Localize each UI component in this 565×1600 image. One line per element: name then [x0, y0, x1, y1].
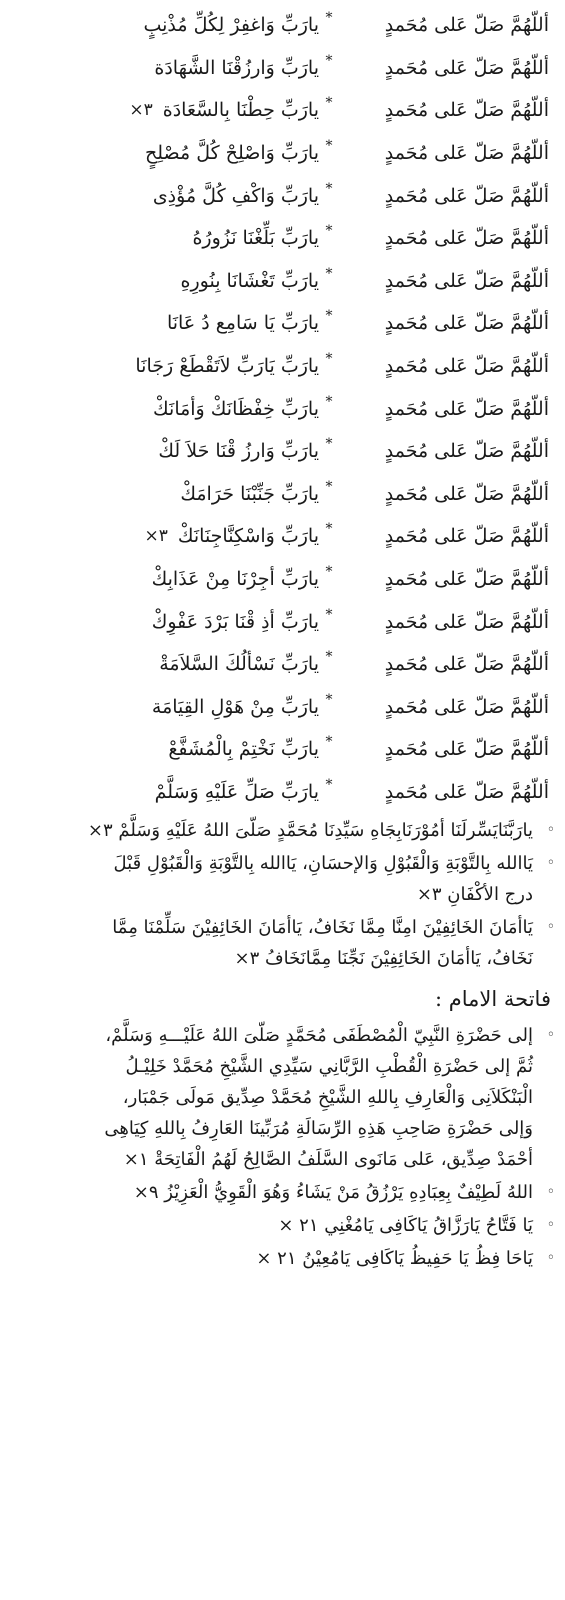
- verse-line: [8, 473, 555, 516]
- verse-first-half: أللّهُمَّ صَلّ عَلى مُحَمدٍ: [384, 56, 549, 79]
- verse-separator-asterisk: *: [325, 436, 333, 453]
- supplication-text-line: نَخَافُ، يَاأمَانَ الخَائِفِيْنَ نَجِّنَا مِمَّانَخَافُ ٣×: [234, 948, 533, 970]
- verse-first-half: أللّهُمَّ صَلّ عَلى مُحَمدٍ: [384, 99, 549, 122]
- verse-second-half: يارَبِّ أذِ قْنَا بَرْدَ عَفْوِكْ: [151, 610, 319, 633]
- verse-line: [8, 600, 555, 643]
- verse-separator-asterisk: *: [325, 95, 333, 112]
- bullet-circle-icon: ◦: [546, 855, 555, 872]
- supplication-text-line: يَاأمَانَ الخَائِفِيْنَ امِنَّا مِمَّا نَخَافُ، يَاأمَانَ الخَائِفِيْنَ سَلِّمْنَا مِمَّا: [112, 917, 533, 939]
- supplication-item: [8, 815, 555, 846]
- verse-first-half: أللّهُمَّ صَلّ عَلى مُحَمدٍ: [384, 695, 549, 718]
- verse-line: [8, 430, 555, 473]
- verse-first-half: أللّهُمَّ صَلّ عَلى مُحَمدٍ: [384, 440, 549, 463]
- verse-second-half: يارَبِّ وَارزُقْنَا الشَّهَادَة: [154, 56, 319, 79]
- verse-second-half: يارَبِّ وَارزُ قْنَا حَلاَ لَكْ: [158, 440, 319, 463]
- verse-line: [8, 728, 555, 771]
- supplication-text-line: يَاحَا فِظُ يَا حَفِيظُ يَاكَافِى يَامُعِيْنُ ٢١ ×: [256, 1248, 533, 1270]
- supplication-text-line: الْبَنْكَلاَنِى وَالْعَارِفِ بِاللهِ الشَّيْخِ مُحَمَّدْ صِدِّيق مَولَى جَمْبَار،: [122, 1087, 533, 1109]
- verse-separator-asterisk: *: [325, 649, 333, 666]
- verse-second-half: يارَبِّ مِنْ هَوْلِ القِيَامَة: [151, 695, 319, 718]
- section-heading: فاتحة الامام :: [435, 987, 551, 1012]
- supplication-item: [8, 1020, 555, 1175]
- repeat-count: ٣×: [144, 526, 168, 547]
- verse-second-half: يارَبِّ حِطْنَا بِالسَّعَادَة: [162, 99, 319, 122]
- verse-line: [8, 47, 555, 90]
- verse-first-half: أللّهُمَّ صَلّ عَلى مُحَمدٍ: [384, 610, 549, 633]
- verse-second-half: يارَبِّ خِفْظَانَكْ وَأمَانَكْ: [153, 397, 319, 420]
- verse-second-half: يارَبِّ جَنِّبْنَا حَرَامَكْ: [180, 482, 319, 505]
- verse-separator-asterisk: *: [325, 478, 333, 495]
- verse-separator-asterisk: *: [325, 351, 333, 368]
- verse-separator-asterisk: *: [325, 265, 333, 282]
- verse-first-half: أللّهُمَّ صَلّ عَلى مُحَمدٍ: [384, 227, 549, 250]
- bullet-circle-icon: ◦: [546, 822, 555, 839]
- supplication-list-bottom: [8, 1020, 555, 1274]
- verse-line: [8, 771, 555, 814]
- verse-first-half: أللّهُمَّ صَلّ عَلى مُحَمدٍ: [384, 397, 549, 420]
- verse-second-half: يارَبِّ بَلِّغْنَا نَزُورُهُ: [192, 227, 319, 250]
- supplication-text-line: يارَبَّنَايَسِّرلَنَا أمُوْرَنَابِجَاهِ سَيِّدِنَا مُحَمَّدٍ صَلّىَ اللهُ عَلَيْهِ وَسَلَّمْ ٣×: [87, 820, 533, 842]
- supplication-item: [8, 912, 555, 974]
- verse-first-half: أللّهُمَّ صَلّ عَلى مُحَمدٍ: [384, 184, 549, 207]
- verse-first-half: أللّهُمَّ صَلّ عَلى مُحَمدٍ: [384, 525, 549, 548]
- supplication-item: [8, 1243, 555, 1274]
- supplication-item: [8, 848, 555, 910]
- verse-line: [8, 643, 555, 686]
- supplication-list-top: [8, 815, 555, 974]
- verse-separator-asterisk: *: [325, 564, 333, 581]
- verse-separator-asterisk: *: [325, 776, 333, 793]
- verse-second-half: يارَبِّ أجِرْنَا مِنْ عَذَابِكْ: [151, 568, 319, 591]
- verse-second-half: يارَبِّ وَاكْفِ كُلَّ مُؤْذِى: [152, 184, 319, 207]
- bullet-circle-icon: ◦: [546, 1184, 555, 1201]
- supplication-text-line: درج الأكْفَانِ ٣×: [416, 884, 533, 906]
- verse-separator-asterisk: *: [325, 393, 333, 410]
- verse-line: [8, 686, 555, 729]
- verse-second-half: يارَبِّ صَلِّ عَلَيْهِ وَسَلَّمْ: [154, 780, 319, 803]
- verse-separator-asterisk: *: [325, 10, 333, 27]
- supplication-text-line: وَإلى حَضْرَةِ صَاحِبِ هَذِهِ الرِّسَالَةِ مُرَبِّينَا العَارِفُ بِاللهِ كِيَاهِى: [104, 1118, 533, 1140]
- supplication-text-line: يَا فَتَّاحُ يَارَزَّاقُ يَاكَافِى يَامُغْنِي ٢١ ×: [278, 1215, 533, 1237]
- verse-line: [8, 302, 555, 345]
- verse-first-half: أللّهُمَّ صَلّ عَلى مُحَمدٍ: [384, 482, 549, 505]
- verse-line: [8, 217, 555, 260]
- supplication-text-line: أحْمَدْ صِدِّيق، عَلى مَانَوى السَّلَفُ الصَّالِحُ لَهُمُ الْفَاتِحَةْ ١×: [123, 1149, 533, 1171]
- verse-first-half: أللّهُمَّ صَلّ عَلى مُحَمدٍ: [384, 14, 549, 37]
- verse-line: [8, 89, 555, 132]
- verse-second-half: يارَبِّ وَاغفِرْ لِكُلِّ مُذْنِبٍ: [143, 14, 319, 37]
- verse-line: [8, 260, 555, 303]
- verse-second-half: يارَبِّ يَارَبِّ لاَتَقْطَعْ رَجَانَا: [135, 355, 319, 378]
- verse-separator-asterisk: *: [325, 138, 333, 155]
- verse-separator-asterisk: *: [325, 308, 333, 325]
- bullet-circle-icon: ◦: [546, 1217, 555, 1234]
- supplication-item: [8, 1210, 555, 1241]
- bullet-circle-icon: ◦: [546, 1250, 555, 1267]
- supplication-text-line: ثُمَّ إلى حَضْرَةِ الْقُطْبِ الرَّبَّانِي سَيِّدِي الشَّيْخِ مُحَمَّدْ خَلِيْـلُ: [125, 1056, 533, 1078]
- verse-first-half: أللّهُمَّ صَلّ عَلى مُحَمدٍ: [384, 738, 549, 761]
- repeat-count: ٣×: [129, 100, 153, 121]
- verse-separator-asterisk: *: [325, 691, 333, 708]
- verse-line: [8, 515, 555, 558]
- verse-first-half: أللّهُمَّ صَلّ عَلى مُحَمدٍ: [384, 653, 549, 676]
- verse-first-half: أللّهُمَّ صَلّ عَلى مُحَمدٍ: [384, 355, 549, 378]
- verse-line: [8, 387, 555, 430]
- verse-first-half: أللّهُمَّ صَلّ عَلى مُحَمدٍ: [384, 312, 549, 335]
- verse-separator-asterisk: *: [325, 734, 333, 751]
- verse-second-half: يارَبِّ يَا سَامِع دُ عَانَا: [166, 312, 319, 335]
- verse-separator-asterisk: *: [325, 223, 333, 240]
- salawat-poem: [8, 4, 555, 813]
- verse-first-half: أللّهُمَّ صَلّ عَلى مُحَمدٍ: [384, 142, 549, 165]
- verse-line: [8, 4, 555, 47]
- verse-first-half: أللّهُمَّ صَلّ عَلى مُحَمدٍ: [384, 568, 549, 591]
- verse-second-half: يارَبِّ نَخْتِمْ بِالْمُشَفَّعْ: [168, 738, 319, 761]
- verse-second-half: يارَبِّ تَغْشَانَا بِنُورِهِ: [180, 269, 319, 292]
- verse-line: [8, 558, 555, 601]
- supplication-text-line: اللهُ لَطِيْفٌ بِعِبَادِهِ يَرْزُقُ مَنْ يَشَاءُ وَهُوَ الْقَوِيُّ الْعَزِيْزُ ٩×: [133, 1182, 533, 1204]
- verse-separator-asterisk: *: [325, 521, 333, 538]
- verse-first-half: أللّهُمَّ صَلّ عَلى مُحَمدٍ: [384, 269, 549, 292]
- verse-first-half: أللّهُمَّ صَلّ عَلى مُحَمدٍ: [384, 780, 549, 803]
- supplication-item: [8, 1177, 555, 1208]
- supplication-text-line: يَاالله بِالتَّوْبَةِ وَالْقَبُوْلِ وَالإحسَانِ، يَاالله بِالتَّوْبَةِ وَالْقَبُوْلِ قَبْلَ: [113, 853, 533, 875]
- verse-line: [8, 132, 555, 175]
- bullet-circle-icon: ◦: [546, 1027, 555, 1044]
- verse-second-half: يارَبِّ نَسْألُكَ السَّلاَمَةْ: [159, 653, 319, 676]
- verse-separator-asterisk: *: [325, 606, 333, 623]
- verse-second-half: يارَبِّ وَاسْكِنَّاجِنَانَكْ: [177, 525, 319, 548]
- verse-separator-asterisk: *: [325, 52, 333, 69]
- verse-line: [8, 174, 555, 217]
- verse-second-half: يارَبِّ وَاصْلِحْ كُلَّ مُصْلِحٍ: [144, 142, 319, 165]
- verse-separator-asterisk: *: [325, 180, 333, 197]
- supplication-text-line: إلى حَضْرَةِ النَّبِيّ الْمُصْطَفَى مُحَمَّدٍ صَلّىَ اللهُ عَلَيْـــهِ وَسَلَّمْ،: [105, 1025, 533, 1047]
- verse-line: [8, 345, 555, 388]
- bullet-circle-icon: ◦: [546, 919, 555, 936]
